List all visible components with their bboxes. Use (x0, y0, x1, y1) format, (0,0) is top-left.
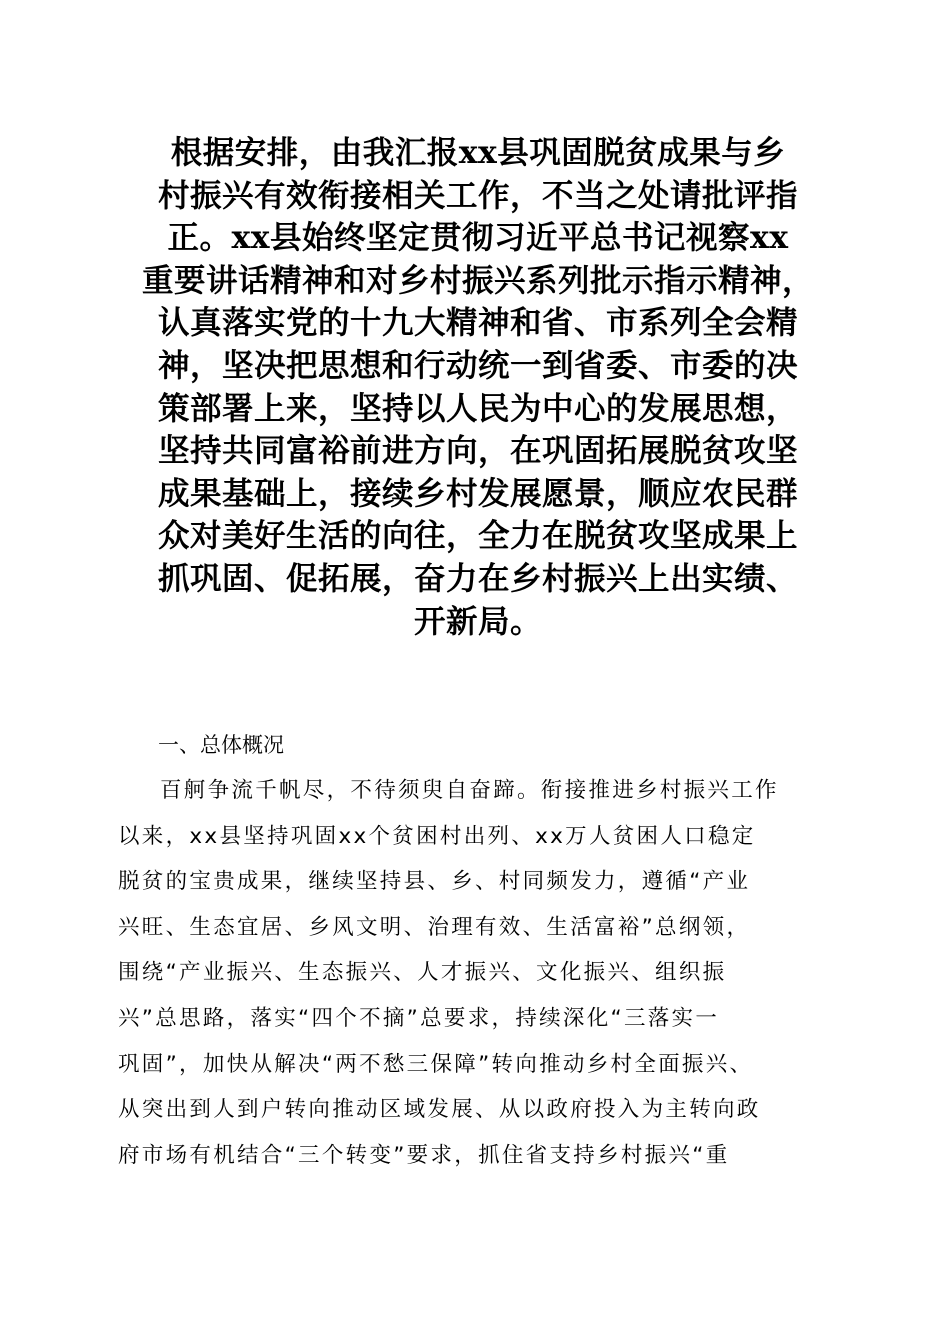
lead-line: 开新局。 (413, 602, 542, 640)
lead-line: 抓巩固、促拓展，奋力在乡村振兴上出实绩、 (157, 559, 798, 597)
lead-line: 坚持共同富裕前进方向，在巩固拓展脱贫攻坚 (157, 432, 798, 470)
lead-line: 重要讲话精神和对乡村振兴系列批示指示精神， (141, 261, 814, 299)
section-heading: 一、总体概况 (158, 733, 284, 757)
body-line: 兴旺、生态宜居、乡风文明、治理有效、生活富裕”总纲领， (118, 914, 751, 940)
body-line: 府市场有机结合“三个转变”要求，抓住省支持乡村振兴“重 (118, 1142, 730, 1168)
lead-line: 村振兴有效衔接相关工作，不当之处请批评指 (157, 176, 798, 214)
body-line: 巩固”，加快从解决“两不愁三保障”转向推动乡村全面振兴、 (118, 1051, 754, 1077)
body-line: 百舸争流千帆尽，不待须臾自奋蹄。衔接推进乡村振兴工作 (160, 778, 779, 803)
lead-line: 成果基础上，接续乡村发展愿景，顺应农民群 (157, 474, 798, 512)
body-line: 以来，xx县坚持巩固xx个贫困村出列、xx万人贫困人口稳定 (118, 823, 756, 849)
section-body-paragraph (118, 768, 838, 1178)
body-line: 从突出到人到户转向推动区域发展、从以政府投入为主转向政 (118, 1097, 761, 1123)
lead-line: 策部署上来，坚持以人民为中心的发展思想， (157, 389, 798, 427)
body-line: 兴”总思路，落实“四个不摘”总要求，持续深化“三落实一 (118, 1005, 720, 1031)
lead-line: 神，坚决把思想和行动统一到省委、市委的决 (157, 346, 798, 384)
lead-paragraph (118, 132, 838, 643)
body-line: 脱贫的宝贵成果，继续坚持县、乡、村同频发力，遵循“产业 (118, 869, 751, 895)
lead-line: 众对美好生活的向往，全力在脱贫攻坚成果上 (157, 517, 798, 555)
body-line: 围绕“产业振兴、生态振兴、人才振兴、文化振兴、组织振 (118, 960, 727, 986)
lead-line: 正。xx县始终坚定贯彻习近平总书记视察xx (167, 219, 789, 257)
lead-line: 认真落实党的十九大精神和省、市系列全会精 (157, 304, 798, 342)
lead-line: 根据安排，由我汇报xx县巩固脱贫成果与乡 (170, 134, 786, 171)
